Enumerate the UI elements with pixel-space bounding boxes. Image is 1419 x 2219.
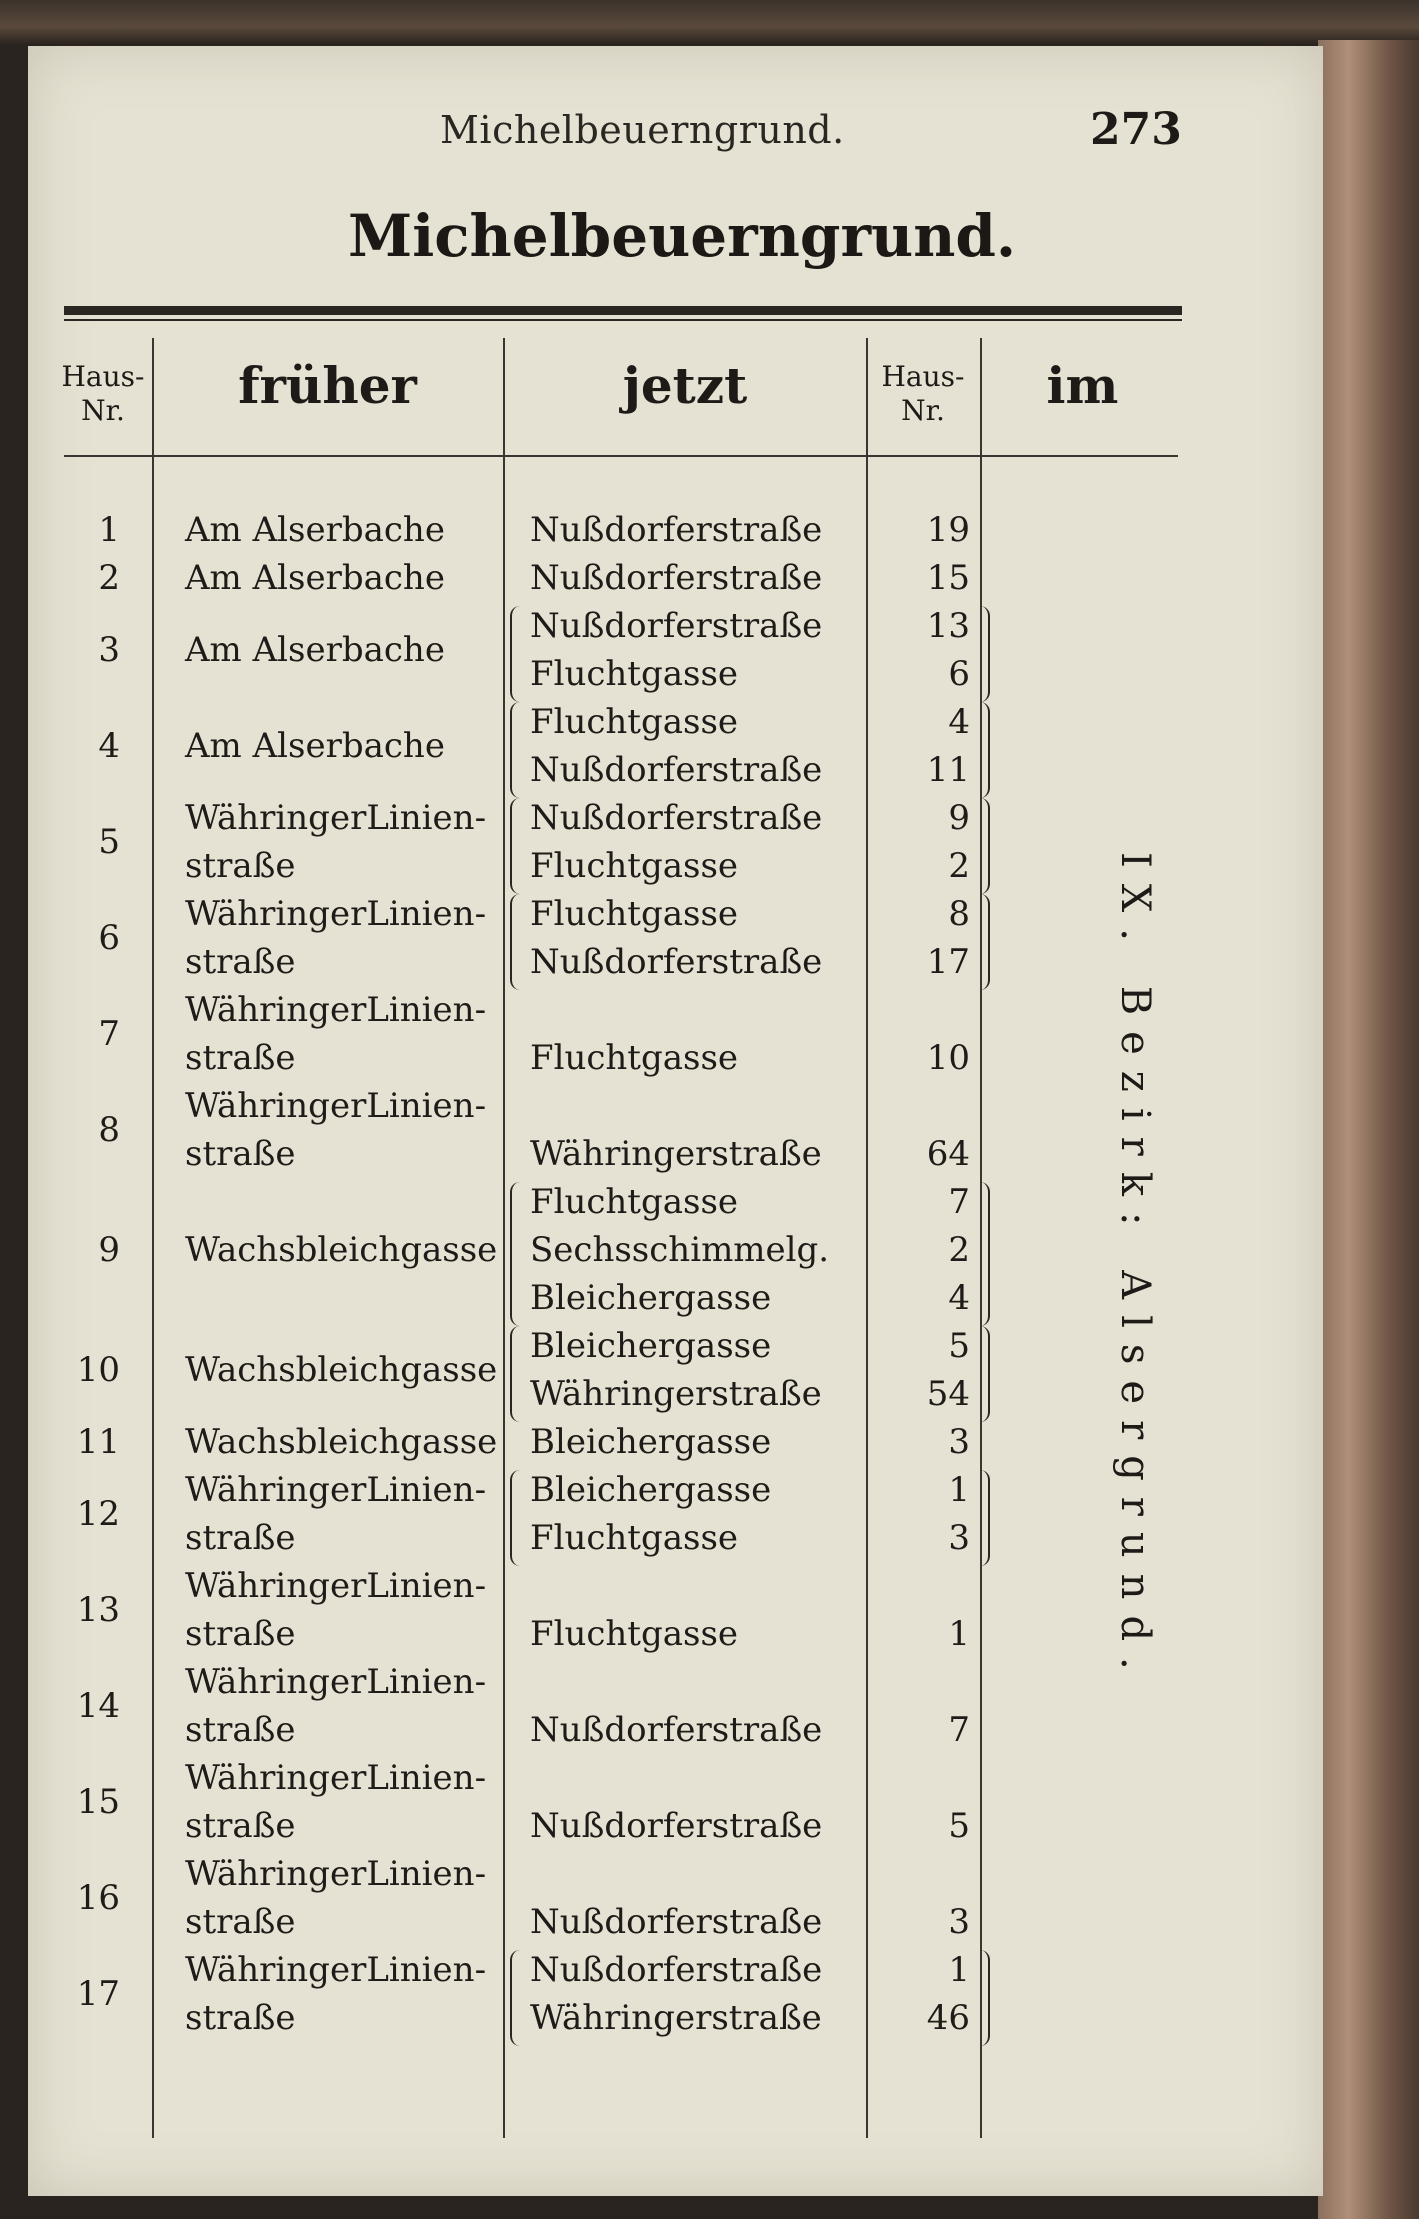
former-street: WähringerLinien- [185,798,487,838]
row-number: 5 [98,822,120,862]
former-street: WähringerLinien- [185,1950,487,1990]
group-brace [976,1470,990,1566]
column-header-now: jetzt [622,356,748,415]
current-house-number: 11 [926,750,970,790]
current-house-number: 13 [926,606,970,646]
current-street: Nußdorferstraße [530,750,823,790]
current-street: Nußdorferstraße [530,606,823,646]
former-street: WähringerLinien- [185,1758,487,1798]
current-house-number: 9 [948,798,970,838]
current-street: Fluchtgasse [530,1182,739,1222]
current-house-number: 4 [948,1278,970,1318]
column-header-old-number [58,360,148,428]
column-header-former: früher [238,356,417,415]
former-street: straße [185,1710,296,1750]
current-street: Fluchtgasse [530,894,739,934]
former-street: WähringerLinien- [185,1662,487,1702]
current-street: Währingerstraße [530,1374,822,1414]
former-street: WähringerLinien- [185,1566,487,1606]
current-house-number: 2 [948,846,970,886]
former-street: Wachsbleichgasse [185,1422,498,1462]
current-street: Fluchtgasse [530,654,739,694]
former-street: WähringerLinien- [185,1470,487,1510]
current-house-number: 7 [948,1182,970,1222]
current-house-number: 3 [948,1422,970,1462]
current-street: Bleichergasse [530,1326,772,1366]
former-street: WähringerLinien- [185,894,487,934]
current-street: Fluchtgasse [530,1038,739,1078]
current-street: Nußdorferstraße [530,1806,823,1846]
page-edges [1318,40,1419,2219]
current-street: Nußdorferstraße [530,510,823,550]
row-number: 14 [76,1686,120,1726]
row-number: 17 [76,1974,120,2014]
current-house-number: 19 [926,510,970,550]
current-street: Fluchtgasse [530,846,739,886]
row-number: 10 [76,1350,120,1390]
current-house-number: 64 [926,1134,970,1174]
group-brace [976,1950,990,2046]
former-street: Am Alserbache [185,510,445,550]
former-street: Am Alserbache [185,558,445,598]
row-number: 7 [98,1014,120,1054]
column-header-old-number-line2: Nr. [81,394,125,427]
current-street: Fluchtgasse [530,1614,739,1654]
header-rule [64,455,1178,457]
row-number: 11 [76,1422,120,1462]
divider-3 [866,338,868,2138]
current-street: Nußdorferstraße [530,558,823,598]
current-house-number: 15 [926,558,970,598]
page-number: 273 [1090,104,1182,155]
column-header-new-number [868,360,978,428]
current-street: Währingerstraße [530,1998,822,2038]
current-street: Fluchtgasse [530,1518,739,1558]
group-brace [510,606,524,702]
row-number: 8 [98,1110,120,1150]
former-street: WähringerLinien- [185,1086,487,1126]
current-house-number: 10 [926,1038,970,1078]
current-street: Nußdorferstraße [530,798,823,838]
former-street: Wachsbleichgasse [185,1350,498,1390]
current-street: Währingerstraße [530,1134,822,1174]
row-number: 16 [76,1878,120,1918]
former-street: Am Alserbache [185,630,445,670]
title-rule-thin [64,319,1182,321]
row-number: 13 [76,1590,120,1630]
group-brace [510,1470,524,1566]
row-number: 6 [98,918,120,958]
row-number: 4 [98,726,120,766]
current-street: Nußdorferstraße [530,1710,823,1750]
row-number: 3 [98,630,120,670]
district-label-text: IX. Bezirk: Alsergrund. [1112,852,1158,1686]
running-title: Michelbeuerngrund. [440,108,845,152]
column-header-new-number-line2: Nr. [901,394,945,427]
group-brace [510,894,524,990]
group-brace [510,1950,524,2046]
group-brace [976,702,990,798]
former-street: straße [185,1134,296,1174]
current-house-number: 5 [948,1806,970,1846]
former-street: Wachsbleichgasse [185,1230,498,1270]
row-number: 1 [98,510,120,550]
former-street: straße [185,1806,296,1846]
former-street: straße [185,1614,296,1654]
former-street: straße [185,942,296,982]
group-brace [510,702,524,798]
group-brace [976,1326,990,1422]
former-street: straße [185,1038,296,1078]
current-house-number: 17 [926,942,970,982]
current-house-number: 3 [948,1902,970,1942]
current-house-number: 1 [948,1614,970,1654]
group-brace [976,1182,990,1326]
current-house-number: 2 [948,1230,970,1270]
row-number: 2 [98,558,120,598]
current-house-number: 1 [948,1470,970,1510]
current-house-number: 3 [948,1518,970,1558]
former-street: straße [185,1998,296,2038]
group-brace [976,894,990,990]
current-street: Fluchtgasse [530,702,739,742]
former-street: Am Alserbache [185,726,445,766]
current-house-number: 46 [926,1998,970,2038]
district-label [1105,852,1165,1712]
current-street: Bleichergasse [530,1470,772,1510]
current-street: Bleichergasse [530,1278,772,1318]
former-street: straße [185,846,296,886]
current-house-number: 5 [948,1326,970,1366]
current-street: Sechsschimmelg. [530,1230,830,1270]
row-number: 12 [76,1494,120,1534]
current-house-number: 6 [948,654,970,694]
group-brace [510,1182,524,1326]
current-street: Nußdorferstraße [530,942,823,982]
current-street: Nußdorferstraße [530,1950,823,1990]
former-street: WähringerLinien- [185,990,487,1030]
group-brace [976,606,990,702]
row-number: 9 [98,1230,120,1270]
former-street: straße [185,1518,296,1558]
title-rule-thick [64,306,1182,315]
column-header-old-number-line1: Haus- [61,360,145,393]
current-house-number: 1 [948,1950,970,1990]
divider-1 [152,338,154,2138]
current-street: Nußdorferstraße [530,1902,823,1942]
current-house-number: 7 [948,1710,970,1750]
book-spine-top [0,0,1419,44]
current-street: Bleichergasse [530,1422,772,1462]
row-number: 15 [76,1782,120,1822]
group-brace [510,1326,524,1422]
current-house-number: 4 [948,702,970,742]
group-brace [510,798,524,894]
group-brace [976,798,990,894]
former-street: WähringerLinien- [185,1854,487,1894]
column-header-new-number-line1: Haus- [881,360,965,393]
former-street: straße [185,1902,296,1942]
current-house-number: 8 [948,894,970,934]
current-house-number: 54 [926,1374,970,1414]
page-title: Michelbeuerngrund. [348,202,1017,270]
column-header-in: im [1046,356,1119,415]
divider-2 [503,338,505,2138]
